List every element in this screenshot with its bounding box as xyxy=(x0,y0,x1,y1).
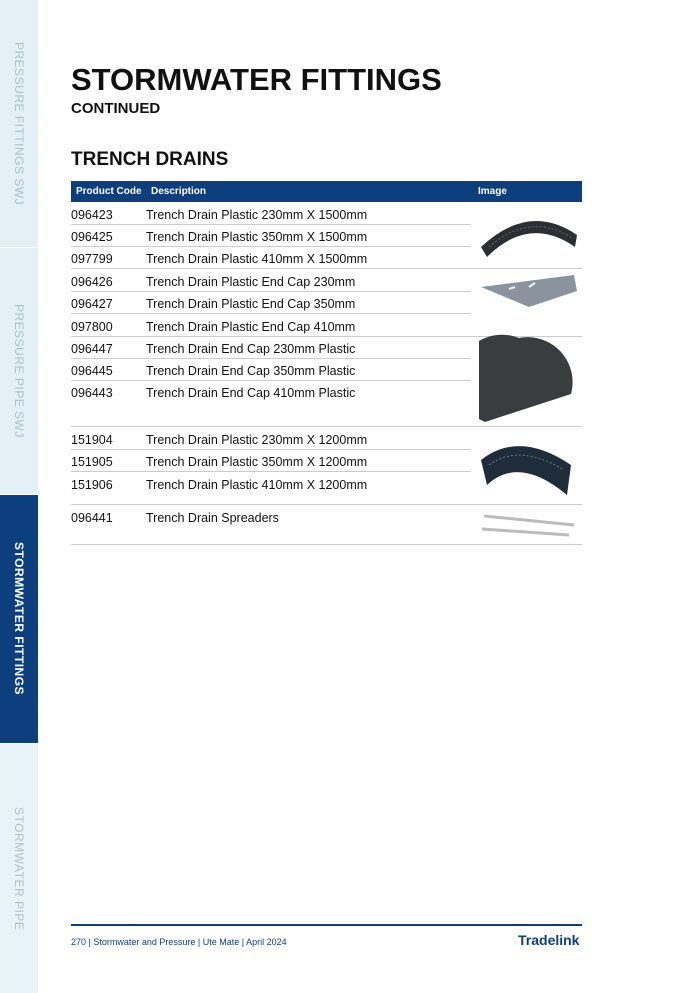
product-description: Trench Drain Plastic 230mm X 1200mm xyxy=(146,433,368,447)
table-row xyxy=(71,473,471,495)
table-row xyxy=(71,292,471,314)
product-description: Trench Drain End Cap 230mm Plastic xyxy=(146,342,356,356)
row-divider xyxy=(71,358,471,359)
trench-drain-short-image xyxy=(479,435,574,500)
row-divider xyxy=(71,246,471,247)
page-subtitle: CONTINUED xyxy=(71,100,161,117)
table-row xyxy=(71,247,471,269)
row-divider xyxy=(71,544,582,545)
end-cap-round-image xyxy=(479,334,574,429)
table-row xyxy=(71,450,471,472)
header-image: Image xyxy=(478,186,507,197)
product-code: 097799 xyxy=(71,252,113,266)
product-description: Trench Drain Spreaders xyxy=(146,511,279,525)
product-description: Trench Drain Plastic End Cap 350mm xyxy=(146,297,356,311)
table-row xyxy=(71,315,471,337)
section-title: TRENCH DRAINS xyxy=(71,149,229,170)
product-code: 151906 xyxy=(71,478,113,492)
row-divider xyxy=(71,313,471,314)
table-row xyxy=(71,506,471,528)
sidebar-tab-pressure-fittings[interactable] xyxy=(0,0,38,247)
product-code: 096426 xyxy=(71,275,113,289)
table-row xyxy=(71,337,471,359)
table-row xyxy=(71,225,471,247)
product-description: Trench Drain Plastic 350mm X 1200mm xyxy=(146,455,368,469)
product-description: Trench Drain Plastic 410mm X 1500mm xyxy=(146,252,368,266)
trench-drain-image xyxy=(479,207,579,259)
sidebar-tab-stormwater-fittings[interactable] xyxy=(0,495,38,743)
sidebar-tab-pressure-pipe[interactable] xyxy=(0,248,38,494)
product-code: 096445 xyxy=(71,364,113,378)
table-row xyxy=(71,428,471,450)
product-code: 096447 xyxy=(71,342,113,356)
end-cap-image xyxy=(479,273,579,309)
product-description: Trench Drain End Cap 410mm Plastic xyxy=(146,386,356,400)
table-header xyxy=(71,181,582,202)
row-divider xyxy=(71,380,471,381)
table-row xyxy=(71,359,471,381)
tradelink-logo: Tradelink xyxy=(518,932,580,948)
product-description: Trench Drain Plastic 350mm X 1500mm xyxy=(146,230,368,244)
row-divider xyxy=(71,268,582,269)
row-divider xyxy=(71,504,582,505)
product-code: 096441 xyxy=(71,511,113,525)
product-code: 097800 xyxy=(71,320,113,334)
product-description: Trench Drain Plastic 230mm X 1500mm xyxy=(146,208,368,222)
product-code: 096443 xyxy=(71,386,113,400)
product-code: 096425 xyxy=(71,230,113,244)
product-description: Trench Drain Plastic End Cap 230mm xyxy=(146,275,356,289)
row-divider xyxy=(71,471,471,472)
row-divider xyxy=(71,291,471,292)
header-description: Description xyxy=(151,186,207,197)
row-divider xyxy=(71,224,471,225)
spreaders-image xyxy=(479,511,579,539)
tab-label: PRESSURE PIPE SWJ xyxy=(12,304,26,438)
product-description: Trench Drain Plastic End Cap 410mm xyxy=(146,320,356,334)
product-code: 096427 xyxy=(71,297,113,311)
table-row xyxy=(71,270,471,292)
product-description: Trench Drain Plastic 410mm X 1200mm xyxy=(146,478,368,492)
tab-label: PRESSURE FITTINGS SWJ xyxy=(12,41,26,206)
sidebar-tab-stormwater-pipe[interactable] xyxy=(0,744,38,993)
product-table xyxy=(71,181,582,525)
tab-label: STORMWATER FITTINGS xyxy=(12,542,26,696)
page-title: STORMWATER FITTINGS xyxy=(71,62,442,97)
table-row xyxy=(71,203,471,225)
footer-divider xyxy=(71,924,582,926)
table-row xyxy=(71,381,471,403)
product-code: 151905 xyxy=(71,455,113,469)
row-divider xyxy=(71,449,471,450)
tab-label: STORMWATER PIPE xyxy=(12,806,26,931)
product-code: 096423 xyxy=(71,208,113,222)
header-code: Product Code xyxy=(76,186,142,197)
product-description: Trench Drain End Cap 350mm Plastic xyxy=(146,364,356,378)
product-code: 151904 xyxy=(71,433,113,447)
footer-text: 270 | Stormwater and Pressure | Ute Mate | April 2024 xyxy=(71,937,287,947)
